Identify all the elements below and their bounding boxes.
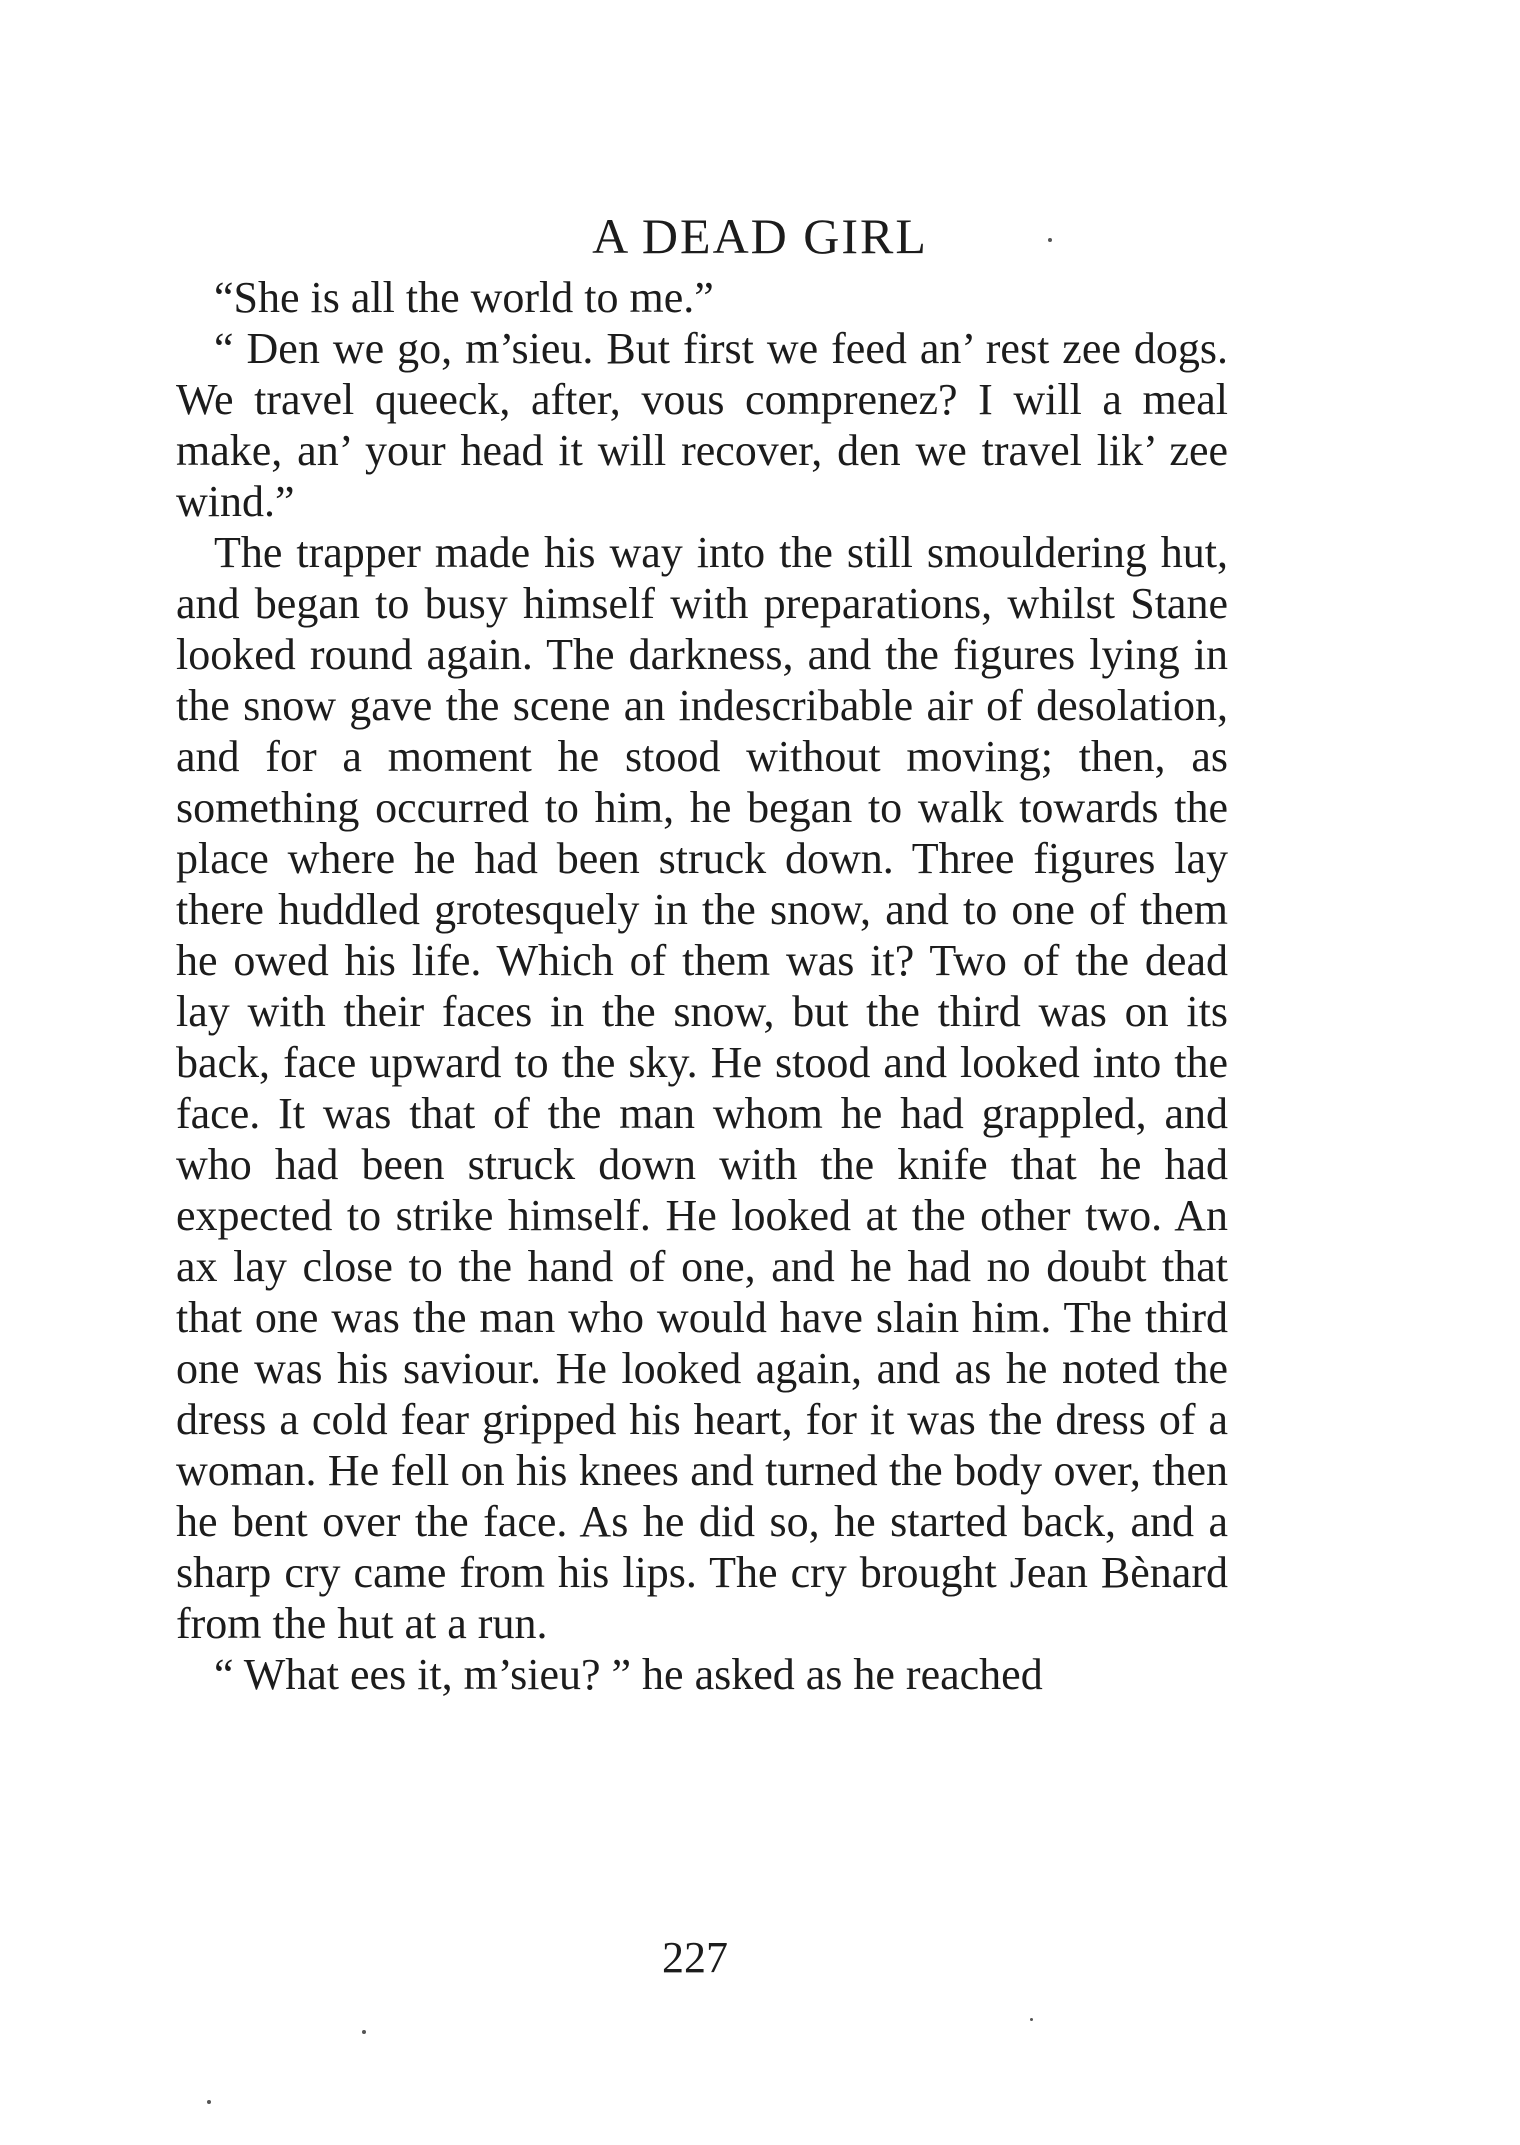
ink-speck bbox=[1030, 2018, 1033, 2021]
paragraph: The trapper made his way into the still smouldering hut, and began to busy himself with preparations, whilst Stane looked round again. The darkness, and the figures lying in the snow gave the scene an indescribable air of desolation, and for a moment he stood without moving; then, as something occurred to him, he began to walk towards the place where he had been struck down. Three figures lay there huddled grotesquely in the snow, and to one of them he owed his life. Which of them was it? Two of the dead lay with their faces in the snow, but the third was on its back, face upward to the sky. He stood and looked into the face. It was that of the man whom he had grappled, and who had been struck down with the knife that he had expected to strike himself. He looked at the other two. An ax lay close to the hand of one, and he had no doubt that that one was the man who would have slain him. The third one was his saviour. He looked again, and as he noted the dress a cold fear gripped his heart, for it was the dress of a woman. He fell on his knees and turned the body over, then he bent over the face. As he did so, he started back, and a sharp cry came from his lips. The cry brought Jean Bènard from the hut at a run. bbox=[176, 528, 1228, 1648]
ink-speck bbox=[207, 2100, 211, 2104]
paragraph: “ What ees it, m’sieu? ” he asked as he reached bbox=[214, 1650, 1043, 1699]
page-body bbox=[176, 272, 1228, 1700]
ink-speck bbox=[362, 2030, 366, 2034]
running-title: A DEAD GIRL bbox=[592, 208, 928, 264]
page-number: 227 bbox=[662, 1933, 728, 1982]
ink-speck bbox=[1048, 238, 1052, 242]
paragraph: “She is all the world to me.” bbox=[214, 273, 714, 322]
paragraph: “ Den we go, m’sieu. But first we feed an’ rest zee dogs. We travel queeck, after, vous comprenez? I will a meal make, an’ your head it will recover, den we travel lik’ zee wind.” bbox=[176, 324, 1228, 526]
